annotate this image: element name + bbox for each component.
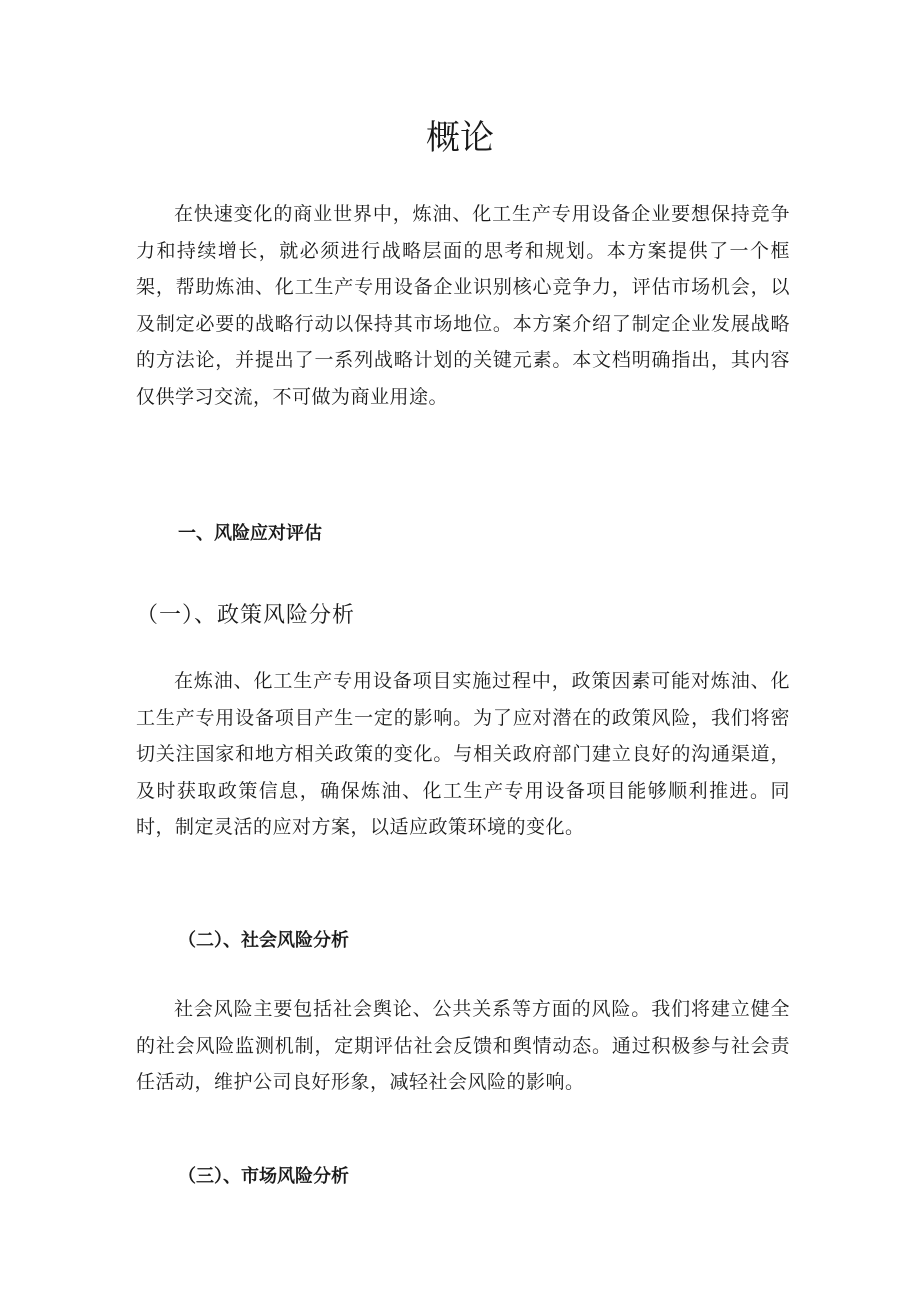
subsection-heading-policy-risk: （一）、政策风险分析 <box>136 603 356 628</box>
page-title: 概论 <box>426 118 494 158</box>
policy-risk-paragraph: 在炼油、化工生产专用设备项目实施过程中，政策因素可能对炼油、化工生产专用设备项目产生一定的影响。为了应对潜在的政策风险，我们将密切关注国家和地方相关政策的变化。与相关政府部门建立良好的沟通渠道，及时获取政策信息，确保炼油、化工生产专用设备项目能够顺利推进。同时，制定灵活的应对方案，以适应政策环境的变化。 <box>136 670 790 839</box>
section-heading-risk-assessment: 一、风险应对评估 <box>178 523 322 544</box>
subsection-heading-market-risk: （三）、市场风险分析 <box>178 1166 349 1187</box>
subsection-heading-social-risk: （二）、社会风险分析 <box>178 930 349 951</box>
social-risk-paragraph: 社会风险主要包括社会舆论、公共关系等方面的风险。我们将建立健全的社会风险监测机制，定期评估社会反馈和舆情动态。通过积极参与社会责任活动，维护公司良好形象，减轻社会风险的影响。 <box>136 998 790 1094</box>
intro-paragraph: 在快速变化的商业世界中，炼油、化工生产专用设备企业要想保持竞争力和持续增长，就必须进行战略层面的思考和规划。本方案提供了一个框架，帮助炼油、化工生产专用设备企业识别核心竞争力，评估市场机会，以及制定必要的战略行动以保持其市场地位。本方案介绍了制定企业发展战略的方法论，并提出了一系列战略计划的关键元素。本文档明确指出，其内容仅供学习交流，不可做为商业用途。 <box>136 203 790 408</box>
